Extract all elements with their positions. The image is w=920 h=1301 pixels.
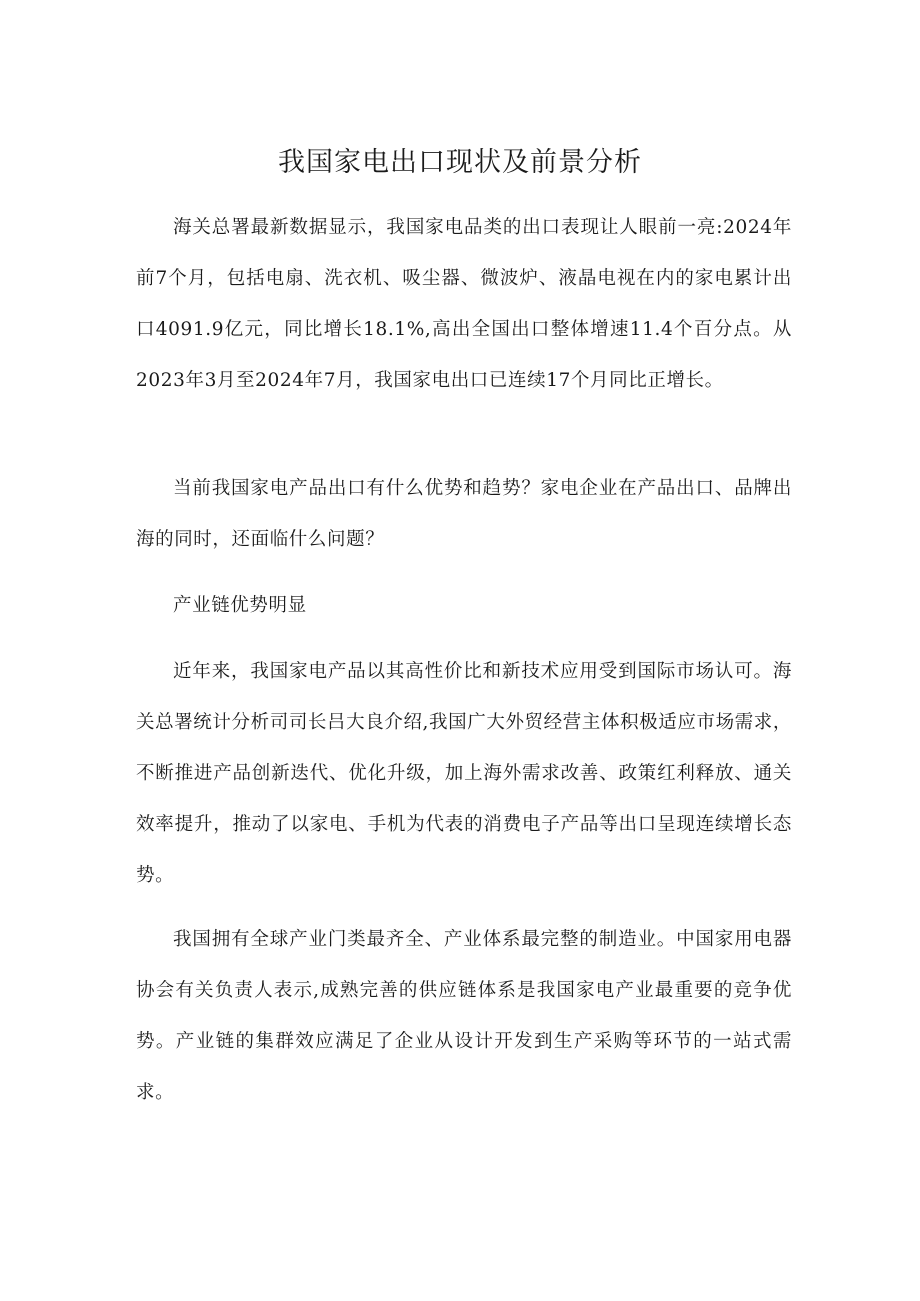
section-heading-industry-chain: 产业链优势明显 — [173, 595, 307, 616]
paragraph-market-recognition: 近年来，我国家电产品以其高性价比和新技术应用受到国际市场认可。海关总署统计分析司司长吕大良介绍,我国广大外贸经营主体积极适应市场需求，不断推进产品创新迭代、优化升级，加上海外需求改善、政策红利释放、通关效率提升，推动了以家电、手机为代表的消费电子产品等出口呈现连续增长态势。 — [136, 661, 792, 886]
paragraph-manufacturing: 我国拥有全球产业门类最齐全、产业体系最完整的制造业。中国家用电器协会有关负责人表示,成熟完善的供应链体系是我国家电产业最重要的竞争优势。产业链的集群效应满足了企业从设计开发到生产采购等环节的一站式需求。 — [136, 929, 792, 1103]
paragraph-questions: 当前我国家电产品出口有什么优势和趋势？家电企业在产品出口、品牌出海的同时，还面临什么问题？ — [136, 478, 792, 550]
document-title: 我国家电出口现状及前景分析 — [278, 147, 642, 178]
paragraph-export-data: 海关总署最新数据显示，我国家电品类的出口表现让人眼前一亮:2024年前7个月，包括电扇、洗衣机、吸尘器、微波炉、液晶电视在内的家电累计出口4091.9亿元，同比增长18.1%,高出全国出口整体增速11.4个百分点。从2023年3月至2024年7月，我国家电出口已连续17个月同比正增长。 — [136, 217, 792, 391]
